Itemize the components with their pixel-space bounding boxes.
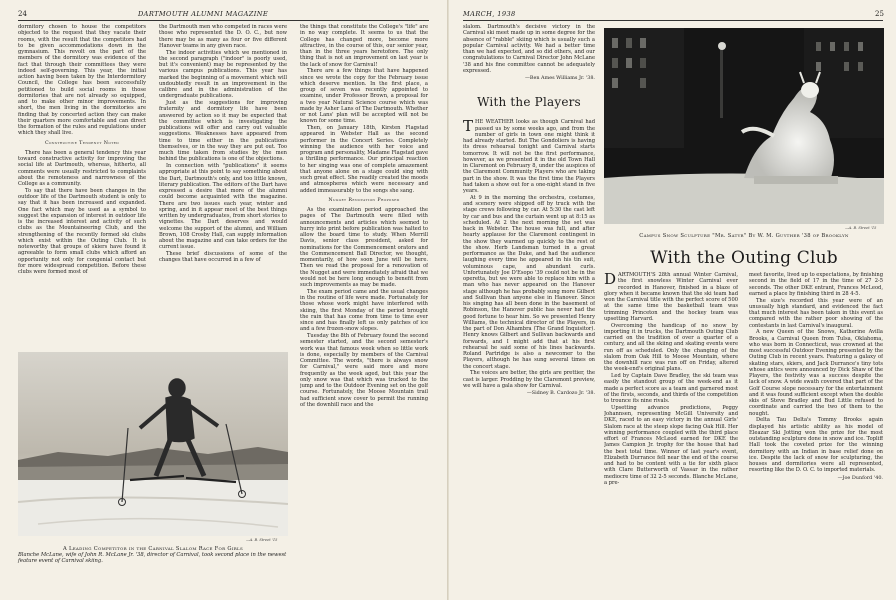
right-column-3: [749, 272, 883, 592]
paragraph: As the examination period approached the pages of The Dartmouth were filled with announcements and articles which seemed to hurry into print before publication was halted to allow the board time to study. When Merrill Davis, senior class president, asked for nominations for the Commencement orators and the Commencement Ball Director, we thought, momentarily, of how soon June will be here. Then we read the proposal for a renovation of the Nugget and were immediately afraid that we would not be here long enough to benefit from such improvements as may be made.: [300, 207, 428, 288]
drop-cap: T: [463, 117, 474, 136]
page-number-right: 25: [875, 10, 884, 18]
paragraph: In connection with "publications" it seems appropriate at this point to say something about the Dart, Dartmouth's only, and too little known, literary publication. The editors of the Dart have expressed a desire that more of the alumni could become acquainted with the magazine. There are two issues each year, winter and spring, and in it appear most of the best things written by undergraduates, from short stories to vignettes. The Dart deserves and would welcome the support of the alumni, and William Brown, 108 Crosby Hall, can supply information about the magazine and can take orders for the current issue.: [159, 163, 287, 251]
skier-illustration: [18, 352, 288, 536]
photo-credit-right: —A. B. Street '15: [845, 226, 877, 230]
header-rule-right: [463, 20, 883, 21]
paragraph: The indoor activities which we mentioned in the second paragraph ("indoor" is poorly used, but it's convenient) may be represented by the various campus publications. This year has marked the beginning of a movement which will undoubtedly result in an improvement in the calibre and in the administration of the undergraduate publications.: [159, 49, 287, 100]
sculpture-caption: [604, 233, 884, 239]
subhead: Nugget Renovation Proposed: [328, 197, 400, 203]
signature: —Joe Dunford '40.: [837, 474, 883, 481]
right-page: [449, 0, 896, 600]
paragraph: Overcoming the handicap of no snow by importing it in trucks, the Dartmouth Outing Club carried on the tradition of over a quarter of a century, and all the skiing and skating events were run off as scheduled. Only the changing of the slalom from Oak Hill to Moose Mountain, where the downhill race was run off on Friday, altered the week-end's original plans.: [604, 322, 738, 373]
running-head-right: MARCH, 1938: [463, 10, 516, 18]
paragraph: Then, on January 18th, Kirsten Flagstad appeared in Webster Hall as the second performer in the Concert Series. Completely winning the audience with her voice and program and personality, Madame Flagstad gave a thrilling performance. Our principal reaction to her singing was one of complete amazement that anyone alone on a stage could sing with such great effect. She readily created the moods and atmospheres which were necessary and added immeasurably to the songs she sang.: [300, 125, 428, 194]
paragraph-text: ARTMOUTH'S 28th annual Winter Carnival, the first snowless Winter Carnival ever recorded in Hanover, finished in a blaze of glory when it became known that the ski team had won the Carnival title with the perfect score of 500 at the same time the basketball team was trimming Princeton and the hockey team was upsetting Harvard.: [604, 272, 738, 322]
section-title-outing: With the Outing Club: [650, 248, 838, 268]
skier-caption: [18, 546, 288, 565]
paragraph: There has been a general tendency this year toward constructive activity for improving the social life at Dartmouth, whereas, hitherto, all comments were usually restricted to complaints about the remoteness and narrowness of the College as a community.: [18, 149, 146, 187]
snow-sculpture-photo: [604, 28, 884, 224]
subhead: Constructive Tendency Noted: [44, 140, 120, 146]
paragraph-dropcap: [604, 272, 738, 322]
paragraph: slalom. Dartmouth's decisive victory in the Carnival ski meet made up in some degree for the absence of "rabble" skiing which is usually such a popular Carnival activity. We had a better time than we had expected, and so did others, and our congratulations to Carnival Director John McLane '38 and his fine committee cannot be adequately expressed.: [463, 24, 595, 74]
caption-title: A Leading Competitor in the Carnival Slalom Race For Girls: [62, 546, 244, 552]
paragraph: Tuesday the 8th of February found the second semester started, and the second semester's work was that famous week when so little work is done, especially by members of the Carnival Committee. The words, "there is always snow for Carnival," were said more and more frequently as the week aged, but this year the only snow was that which was trucked to the jump and to the Outdoor Evening set on the golf course. Fortunately, the Moose Mountain trail had sufficient snow cover to permit the running of the downhill race and the: [300, 333, 428, 408]
paragraph-text: HE WEATHER looks as though Carnival had passed us by some weeks ago, and from the number of girls in town one might think it had already started. But The Gondoliers is having its dress rehearsal tonight and Carnival starts tomorrow. It will not be the first performance, however, as we presented it in the old Town Hall in Claremont on February 8, under the auspices of the Claremont Community Players who are taking part in the show. It was the first time the Players had taken a show out for a one-night stand in five years.: [463, 119, 595, 194]
paragraph: The size's recorded this year were of an unusually high standard, and evidenced the fact that much interest has been taken in this event as compared with the rather poor showing of the contestants in last Carnival's inaugural.: [749, 297, 883, 329]
left-column-3: [300, 24, 428, 592]
paragraph: dormitory chosen to house the competitors objected to the request that they vacate their rooms, with the result that the competitors had to be given accommodations down in the gymnasium. This revolt on the part of the members of the dormitory was evidence of the fact that through their committees they were indeed self-governing. This year, the initial action having been taken by the Interdormitory Council, the College has been successfully petitioned to build social rooms in those dormitories that are not already so equipped, and to make other minor improvements. In short, the men living in the dormitories are finding that by concerted action they can make their quarters more comfortable and can direct the formation of the rules and regulations under which they shall live.: [18, 24, 146, 137]
paragraph: meet favorite, lived up to expectations, by finishing second in the field of 17 in the time of 27 2-5 seconds. The other DKE entrant, Frances McLeod, earned a place by finishing third in 28 4-5.: [749, 272, 883, 297]
paragraph: The voices are better, the girls are prettier, the cast is larger. Prodding by the Claremont preview, we will have a gala show for Carnival.: [463, 370, 595, 389]
page-number-left: 24: [18, 10, 27, 18]
paragraph: the things that constitute the College's "life" are in no way complete. It seems to us that the College has changed more, become more attractive, in the course of this, our senior year, than in the three years heretofore. The only thing that is not an improvement on last year is the lack of snow for Carnival!: [300, 24, 428, 68]
paragraph: These brief discussions of some of the changes that have occurred in a few of: [159, 251, 287, 264]
right-column-2: [604, 272, 738, 592]
header-rule-left: [18, 20, 429, 21]
snow-sculpture-illustration: [604, 28, 884, 224]
paragraph: The exam period came and the usual changes in the routine of life were made. Fortunately for those whose work might have interfered with skiing, the first Monday of the period brought the rain that has come from time to time ever since and has finally left us only patches of ice and a few frozen-snow slopes.: [300, 288, 428, 333]
photo-credit-left: —A. B. Street '15: [246, 538, 278, 542]
paragraph: There are a few things that have happened since we wrote the copy for the February issue which deserve mention. In the first place, a group of seven was recently appointed to examine, under Professor Brown, a proposal for a two year Natural Science course which was made by Asher Lans of The Dartmouth. Whether or not Lans' plan will be accepted will not be known for some time.: [300, 68, 428, 125]
signature: —Sidney B. Cardozo Jr. '38.: [526, 390, 595, 396]
caption-title: Campus Snow Sculpture "Mr. Satyr" By W. M. Guyther '38 of Brooklyn: [639, 233, 849, 239]
paragraph: At 9 in the morning the orchestra, costumes, and scenery were shipped off by truck with the stage crews following by car. At 5:30 the cast left by car and bus and the curtain went up at 8:15 as scheduled. At 2 the next morning the set was back in Webster. The house was full, and after hearty applause for the Claremont contingent in the show they warmed up quickly to the rest of the show. Herb Landsman turned in a great performance as the Duke, and had the audience laughing every time he appeared in his tin suit, voluminous cape, and abundant curls. Unfortunately Joe D'Esopo '39 could not be in the operetta, but we were able to replace him with a man who has never appeared on the Hanover stage although he has probably sung more Gilbert and Sullivan than anyone else in Hanover. Since his singing has all been done in the basement of Robinson, the Hanover public has never had the good fortune to hear him. So we presented Henry Williams, the technical director of the Players, in the part of Don Alhambra (The Grand Inquisitor). Henry knows Gilbert and Sullivan backwards and forwards, and I might add that at his first rehearsal he said some of his lines backwards. Roland Partridge is also a newcomer to the Players, although he has sung several times on the concert stage.: [463, 194, 595, 370]
left-page: [0, 0, 447, 600]
signature: —Ben Ames Williams Jr. '38.: [524, 75, 595, 81]
paragraph: the Dartmouth men who competed in races were those who represented the D. O. C., but now there may be as many as four or five different Hanover teams in any given race.: [159, 24, 287, 49]
paragraph: Upsetting advance predictions, Peggy Johannsen, representing McGill University and DKE, raced to an easy victory in the annual Girls' Slalom race at the steep slope facing Oak Hill. Her winning performance coupled with the third place effort of Frances McLeod earned for DKE the James Campion Jr. trophy for the house that had the best total time. Winner of last year's event, Elizabeth Durrance fell near the end of the course and had to be content with a tie for sixth place with Clare Butterworth of Vassar in the rather mediocre time of 32 2-5 seconds. Blanche McLane, a pre-: [604, 404, 738, 486]
paragraph-dropcap: [463, 119, 595, 194]
paragraph: Led by Captain Dave Bradley, the ski team was easily the standout group of the week-end as it made a perfect score as a team and garnered most of the firsts, seconds, and thirds of the competition to trounce its nine rivals.: [604, 373, 738, 404]
running-head-left: DARTMOUTH ALUMNI MAGAZINE: [138, 10, 269, 18]
paragraph: Just as the suggestions for improving fraternity and dormitory life have been answered by action so it may be expected that the committee which is investigating the publications will offer and carry out valuable suggestions. Weaknesses have appeared from time to time either in the publications themselves, or in the way they are put out. Too much time taken from studies by the men behind the publications is one of the objections.: [159, 100, 287, 163]
caption-text: Blanche McLane, wife of John R. McLane Jr. '38, director of Carnival, took second place in the newest feature event of Carnival skiing.: [18, 552, 287, 565]
section-title-players: With the Players: [477, 95, 581, 110]
paragraph: To say that there have been changes in the outdoor life of the Dartmouth student is only to say that it has been increased and expanded. One fact which may be used as a symbol to suggest the expansion of interest in outdoor life is the increased interest and activity of such clubs as the Mountaineering Club, and the strengthening of the recently formed ski clubs which exist within the Outing Club. It is noteworthy that groups of skiers have found it agreeable to form small clubs which afford an opportunity not only for congenial contact but for more widespread competition. Before these clubs were formed most of: [18, 187, 146, 275]
skier-photo: [18, 352, 288, 536]
drop-cap: D: [604, 272, 617, 288]
paragraph: Delta Tau Delta's Tommy Brooks again displayed his artistic ability as his model of Eleazar Ski Jotting won the prize for the most outstanding sculpture done in snow and ice. Topliff Hall took the coveted prize for the winning dormitory with an Indian in base relief done on ice. Despite the lack of snow for sculpturing, the houses and dormitories were all represented, resorting like the D. O. C. to imported materials.: [749, 417, 883, 474]
right-column-1: [463, 24, 595, 592]
paragraph: A new Queen of the Snows, Katherine Avilla Brooks, a Carnival Queen from Tulsa, Oklahoma, who was born in Connecticut, was crowned at the most successful Outdoor Evening presented by the Outing Club in recent years. Featuring a galaxy of skating stars, skiers, and Jack Durrance's tiny tots whose antics were announced by Dick Shaw of the Players, the festivity was a success despite the lack of snow. A wide swath covered that part of the Golf Course slope necessary for the entertainment and it was found sufficient except when the double skis of Steve Bradley and Bud Little refused to coordinate and carried the two of them to the nought.: [749, 329, 883, 417]
